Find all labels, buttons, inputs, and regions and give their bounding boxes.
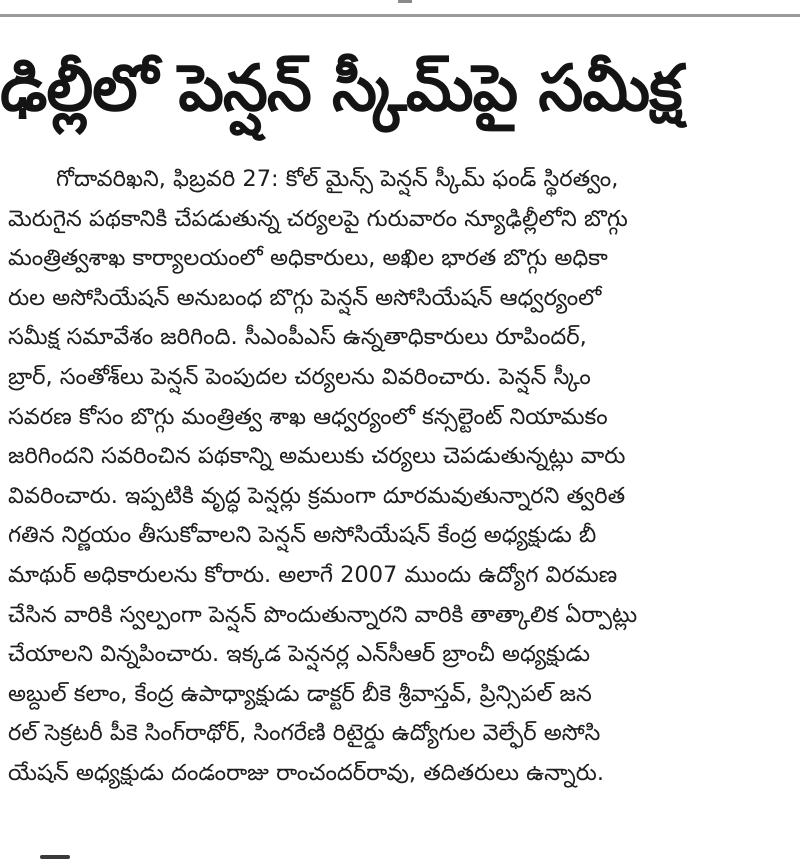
top-rule-mark (398, 0, 412, 3)
top-rule (0, 14, 800, 17)
article-line: మాథుర్ అధికారులను కోరారు. అలాగే 2007 ముందు ఉద్యోగ విరమణ (8, 561, 618, 588)
article-line: సవరణ కోసం బొగ్గు మంత్రిత్వ శాఖ ఆధ్వర్యంలో కన్సల్టెంట్ నియామకం (8, 403, 608, 430)
article-line: మంత్రిత్వశాఖ కార్యాలయంలో అధికారులు, అఖిల భారత బొగ్గు అధికా (8, 245, 608, 272)
article-body (8, 160, 794, 836)
article-line: చేయాలని విన్నపించారు. ఇక్కడ పెన్షనర్ల ఎన్‌సీఆర్ బ్రాంచీ అధ్యక్షుడు (8, 641, 590, 668)
article-headline: ఢిల్లీలో పెన్షన్ స్కీమ్‌పై సమీక్ష (0, 52, 682, 126)
article-line: గతిన నిర్ణయం తీసుకోవాలని పెన్షన్ అసోసియేషన్ కేంద్ర అధ్యక్షుడు బీ (8, 522, 597, 549)
article-line: మెరుగైన పథకానికి చేపడుతున్న చర్యలపై గురువారం న్యూఢిల్లీలోని బొగ్గు (8, 205, 628, 232)
article-line: రల్ సెక్రటరీ పీకె సింగ్‌రాథోర్, సింగరేణి రిటైర్డు ఉద్యోగుల వెల్ఫేర్ అసోసి (8, 720, 601, 747)
article-line: గోదావరిఖని, ఫిబ్రవరి 27: కోల్ మైన్స్ పెన్షన్ స్కీమ్ ఫండ్ స్థిరత్వం, (56, 166, 619, 192)
article-line: సమీక్ష సమావేశం జరిగింది. సీఎంపీఎస్ ఉన్నతాధికారులు రూపిందర్, (8, 324, 587, 351)
article-line: యేషన్ అధ్యక్షుడు దండంరాజు రాంచందర్‌రావు, తదితరులు ఉన్నారు. (8, 759, 604, 786)
article-line: జరిగిందని సవరించిన పథకాన్ని అమలుకు చర్యలు చెపడుతున్నట్లు వారు (8, 443, 626, 470)
article-line: రుల అసోసియేషన్ అనుబంధ బొగ్గు పెన్షన్ అసోసియేషన్ ఆధ్వర్యంలో (8, 284, 602, 311)
article-line: అబ్దుల్ కలాం, కేంద్ర ఉపాధ్యాక్షుడు డాక్టర్ బీకె శ్రీవాస్తవ్, ప్రిన్సిపల్ జన (8, 680, 592, 707)
next-article-fragment (40, 850, 120, 860)
article-line: బ్రార్, సంతోశ్‌లు పెన్షన్ పెంపుదల చర్యలను వివరించారు. పెన్షన్ స్కీం (8, 363, 591, 390)
article-line: వివరించారు. ఇప్పటికి వృద్ధ పెన్షర్లు క్రమంగా దూరమవుతున్నారని త్వరిత (8, 482, 626, 509)
article-line: చేసిన వారికి స్వల్పంగా పెన్షన్ పొందుతున్నారని వారికి తాత్కాలిక ఏర్పాట్లు (8, 601, 638, 628)
